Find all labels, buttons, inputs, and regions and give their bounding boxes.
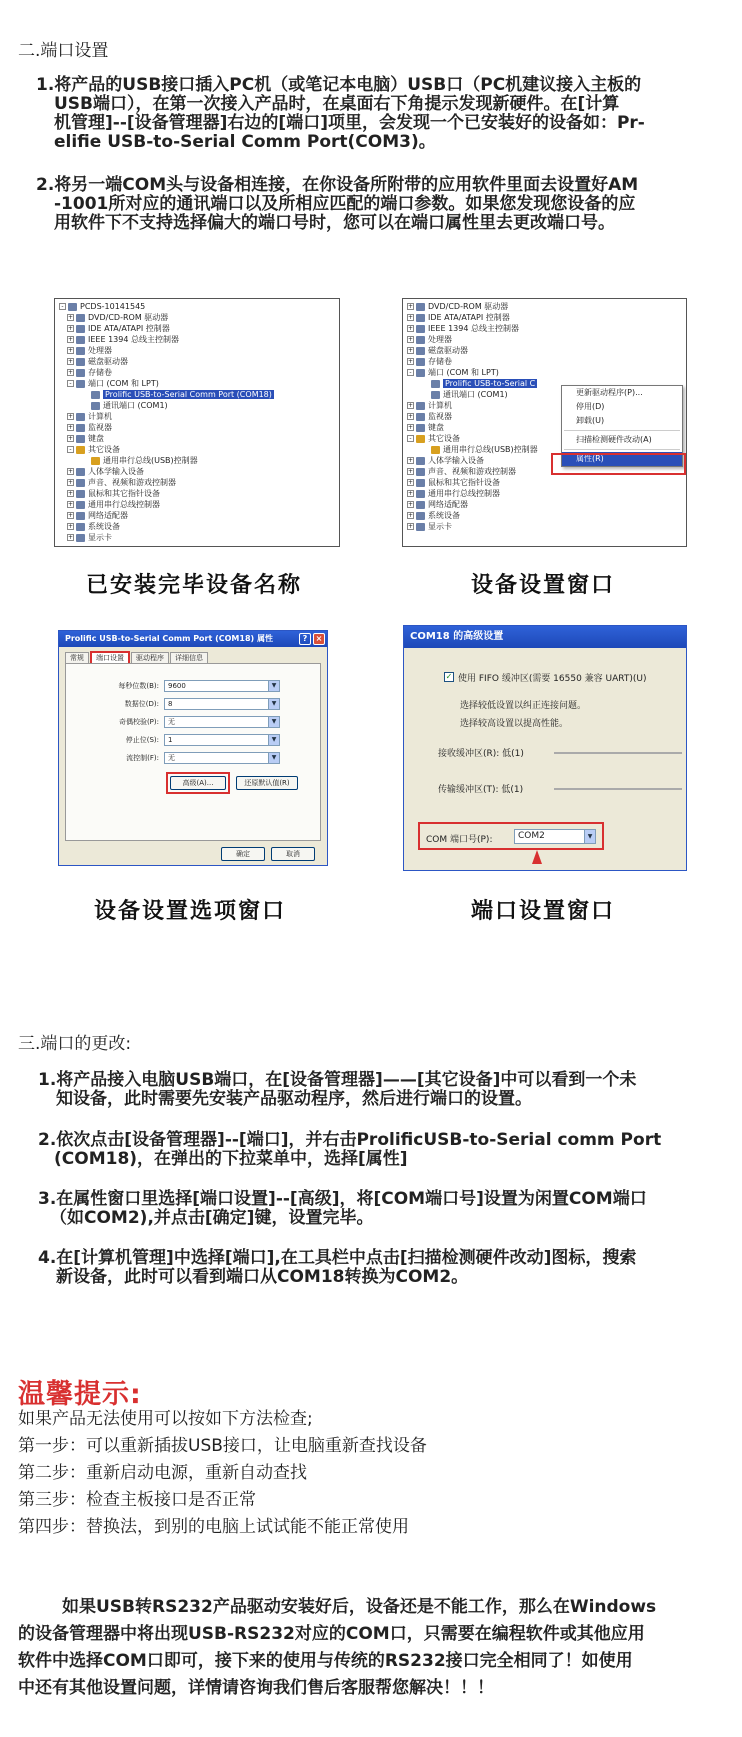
usb-icon — [91, 457, 100, 465]
tree-item: 通讯端口 (COM1) — [431, 389, 508, 400]
dialog-titlebar — [59, 631, 327, 647]
change-step-line: (COM18)，在弹出的下拉菜单中，选择[属性] — [54, 1149, 408, 1169]
menu-separator — [564, 449, 680, 450]
stop-bits-select[interactable]: 1 ▼ — [164, 734, 280, 746]
system-icon — [76, 523, 85, 531]
advanced-button[interactable]: 高级(A)... — [170, 776, 226, 790]
tree-item: + 系统设备 — [68, 522, 120, 531]
closing-line: 中还有其他设置问题，详情请咨询我们售后客服帮您解决！！！ — [18, 1678, 494, 1698]
mouse-icon — [76, 490, 85, 498]
disk-icon — [416, 347, 425, 355]
com-port-select[interactable]: COM2 ▼ — [514, 829, 596, 844]
section-title-port-settings: 二.端口设置 — [18, 41, 109, 61]
tree-item: + 存储卷 — [408, 357, 452, 366]
port-icon — [431, 391, 440, 399]
tip-line: 第三步：检查主板接口是否正常 — [18, 1490, 256, 1510]
tree-item: + 计算机 — [68, 412, 112, 421]
ok-button[interactable]: 确定 — [221, 847, 265, 861]
sound-icon — [416, 468, 425, 476]
tree-item: + DVD/CD-ROM 驱动器 — [408, 302, 509, 311]
tree-item-selected: Prolific USB-to-Serial Comm Port (COM18) — [91, 389, 274, 400]
tab-port-settings[interactable]: 端口设置 — [90, 651, 130, 663]
dialog-title: COM18 的高级设置 — [410, 631, 504, 642]
tab-general[interactable]: 常规 — [65, 652, 89, 664]
computer-icon — [76, 413, 85, 421]
tree-item: + 系统设备 — [408, 511, 460, 520]
disk-icon — [76, 358, 85, 366]
caption-device-options: 设备设置选项窗口 — [94, 899, 287, 924]
port-icon — [416, 369, 425, 377]
tab-bar — [65, 651, 209, 663]
tip-line: 第二步：重新启动电源，重新自动查找 — [18, 1463, 307, 1483]
tree-item: + 监视器 — [408, 412, 452, 421]
computer-icon — [68, 303, 77, 311]
keyboard-icon — [416, 424, 425, 432]
input-icon — [76, 468, 85, 476]
restore-defaults-button[interactable]: 还原默认值(R) — [236, 776, 298, 790]
sound-icon — [76, 479, 85, 487]
dialog-title: Prolific USB-to-Serial Comm Port (COM18) 属性 — [65, 634, 273, 643]
controller-icon — [76, 336, 85, 344]
tree-item: + 计算机 — [408, 401, 452, 410]
menu-separator — [564, 430, 680, 431]
tree-item: - 其它设备 — [67, 444, 120, 455]
tree-item: + 存储卷 — [68, 368, 112, 377]
chevron-down-icon: ▼ — [268, 735, 279, 745]
step-2-line: 2.将另一端COM头与设备相连接，在你设备所附带的应用软件里面去设置好AM — [36, 175, 639, 195]
chevron-down-icon: ▼ — [268, 681, 279, 691]
tips-title: 温馨提示: — [18, 1379, 142, 1410]
controller-icon — [416, 314, 425, 322]
flow-control-select[interactable]: 无 ▼ — [164, 752, 280, 764]
volume-icon — [416, 358, 425, 366]
caption-installed-device: 已安装完毕设备名称 — [86, 573, 303, 598]
system-icon — [416, 512, 425, 520]
caption-port-settings: 端口设置窗口 — [471, 899, 616, 924]
rx-buffer-label: 接收缓冲区(R): 低(1) — [438, 749, 524, 759]
tree-item: + 监视器 — [68, 423, 112, 432]
tree-item: + 显示卡 — [68, 533, 112, 542]
dvd-icon — [416, 303, 425, 311]
change-step-3 — [38, 1190, 738, 1228]
tree-root: - PCDS-10141545 — [59, 301, 145, 312]
tree-item: + 网络适配器 — [68, 511, 128, 520]
mouse-icon — [416, 479, 425, 487]
cpu-icon — [76, 347, 85, 355]
tree-item: + 磁盘驱动器 — [68, 357, 128, 366]
bits-per-second-select[interactable]: 9600 ▼ — [164, 680, 280, 692]
chevron-down-icon: ▼ — [268, 717, 279, 727]
menu-update-driver[interactable]: 更新驱动程序(P)... — [576, 388, 643, 397]
menu-scan-hardware[interactable]: 扫描检测硬件改动(A) — [576, 435, 652, 444]
chevron-down-icon: ▼ — [584, 830, 595, 843]
tree-item: 通用串行总线(USB)控制器 — [91, 455, 198, 466]
change-step-line: 新设备，此时可以看到端口从COM18转换为COM2。 — [56, 1267, 469, 1287]
tree-item: + IDE ATA/ATAPI 控制器 — [408, 313, 510, 322]
tab-panel — [65, 663, 321, 841]
closing-line: 软件中选择COM口即可，接下来的使用与传统的RS232接口完全相同了！如使用 — [18, 1651, 633, 1671]
chevron-down-icon: ▼ — [268, 699, 279, 709]
close-icon[interactable]: × — [313, 633, 325, 645]
tree-item: - 端口 (COM 和 LPT) — [67, 378, 159, 389]
dialog-titlebar — [404, 626, 686, 648]
tree-item: + 网络适配器 — [408, 500, 468, 509]
tree-item: + 处理器 — [68, 346, 112, 355]
port-icon — [91, 402, 100, 410]
step-1-paragraph — [36, 76, 736, 152]
usb-icon — [416, 490, 425, 498]
closing-paragraph — [18, 1594, 738, 1702]
help-icon[interactable]: ? — [299, 633, 311, 645]
menu-properties[interactable]: 属性(R) — [562, 452, 682, 466]
port-icon — [76, 380, 85, 388]
controller-icon — [416, 325, 425, 333]
question-icon — [76, 446, 85, 454]
tree-item: + 人体学输入设备 — [68, 467, 144, 476]
change-step-1 — [38, 1071, 738, 1109]
tree-item-selected: Prolific USB-to-Serial C — [431, 378, 537, 389]
tree-item: 通讯端口 (COM1) — [91, 400, 168, 411]
tree-item: + 键盘 — [68, 434, 104, 443]
field-label: 数据位(D): — [124, 700, 159, 708]
monitor-icon — [76, 424, 85, 432]
tree-item: - 其它设备 — [407, 433, 460, 444]
port-icon — [91, 391, 100, 399]
cpu-icon — [416, 336, 425, 344]
menu-disable[interactable]: 停用(D) — [576, 402, 605, 411]
section-title-port-change: 三.端口的更改: — [18, 1034, 132, 1054]
tree-item: + IDE ATA/ATAPI 控制器 — [68, 324, 170, 333]
network-icon — [416, 501, 425, 509]
closing-line: 的设备管理器中将出现USB-RS232对应的COM口，只需要在编程软件或其他应用 — [18, 1624, 645, 1644]
tree-item: + 声音、视频和游戏控制器 — [68, 478, 176, 487]
tip-line: 第一步：可以重新插拔USB接口，让电脑重新查找设备 — [18, 1436, 427, 1456]
input-icon — [416, 457, 425, 465]
closing-line: 如果USB转RS232产品驱动安装好后，设备还是不能工作，那么在Windows — [62, 1597, 657, 1617]
display-icon — [416, 523, 425, 531]
display-icon — [76, 534, 85, 542]
tree-item: + 处理器 — [408, 335, 452, 344]
field-label: 每秒位数(B): — [118, 682, 159, 690]
parity-select[interactable]: 无 ▼ — [164, 716, 280, 728]
highlight-box — [418, 822, 604, 850]
question-icon — [416, 435, 425, 443]
tab-driver[interactable]: 驱动程序 — [131, 652, 169, 664]
tree-item: + 通用串行总线控制器 — [408, 489, 500, 498]
change-step-line: 4.在[计算机管理]中选择[端口],在工具栏中点击[扫描检测硬件改动]图标，搜索 — [38, 1248, 637, 1268]
tree-item: + 通用串行总线控制器 — [68, 500, 160, 509]
step-1-line: 1.将产品的USB接口插入PC机（或笔记本电脑）USB口（PC机建议接入主板的 — [36, 75, 642, 95]
dvd-icon — [76, 314, 85, 322]
change-step-4 — [38, 1249, 738, 1287]
tip-line: 如果产品无法使用可以按如下方法检查; — [18, 1409, 313, 1429]
device-manager-screenshot-installed — [54, 298, 340, 547]
change-step-2 — [38, 1131, 738, 1169]
field-label: 流控制(F): — [126, 754, 159, 762]
tab-details[interactable]: 详细信息 — [170, 652, 208, 664]
tree-item: + 人体学输入设备 — [408, 456, 484, 465]
caption-device-settings: 设备设置窗口 — [471, 573, 616, 598]
hint-lower-setting: 选择较低设置以纠正连接问题。 — [460, 701, 587, 711]
highlight-box — [551, 453, 686, 475]
step-1-line: elifie USB-to-Serial Comm Port(COM3)。 — [54, 132, 436, 152]
step-1-line: 机管理]--[设备管理器]右边的[端口]项里，会发现一个已安装好的设备如：Pr- — [54, 113, 645, 133]
step-2-paragraph — [36, 176, 736, 233]
change-step-line: 知设备，此时需要先安装产品驱动程序，然后进行端口的设置。 — [56, 1089, 532, 1109]
step-1-line: USB端口），在第一次接入产品时，在桌面右下角提示发现新硬件。在[计算 — [54, 94, 620, 114]
tree-item: 通用串行总线(USB)控制器 — [431, 444, 538, 455]
field-label: 奇偶校验(P): — [118, 718, 159, 726]
usb-icon — [76, 501, 85, 509]
port-icon — [431, 380, 440, 388]
usb-icon — [431, 446, 440, 454]
advanced-settings-screenshot — [403, 625, 687, 871]
monitor-icon — [416, 413, 425, 421]
tree-item: + IEEE 1394 总线主控制器 — [408, 324, 519, 333]
arrow-icon — [532, 850, 542, 864]
network-icon — [76, 512, 85, 520]
field-label: 停止位(S): — [125, 736, 159, 744]
tree-item: + DVD/CD-ROM 驱动器 — [68, 313, 169, 322]
tip-line: 第四步：替换法，到别的电脑上试试能不能正常使用 — [18, 1517, 409, 1537]
tx-buffer-label: 传输缓冲区(T): 低(1) — [438, 785, 524, 795]
computer-icon — [416, 402, 425, 410]
tree-item: + IEEE 1394 总线主控制器 — [68, 335, 179, 344]
change-step-line: （如COM2),并点击[确定]键，设置完毕。 — [50, 1208, 374, 1228]
step-2-line: -1001所对应的通讯端口以及所相应匹配的端口参数。如果您发现您设备的应 — [54, 194, 636, 214]
tree-item: + 鼠标和其它指针设备 — [408, 478, 500, 487]
tree-item: + 磁盘驱动器 — [408, 346, 468, 355]
tree-item: + 声音、视频和游戏控制器 — [408, 467, 516, 476]
com-port-label: COM 端口号(P): — [426, 835, 493, 845]
data-bits-select[interactable]: 8 ▼ — [164, 698, 280, 710]
step-2-line: 用软件下不支持选择偏大的端口号时，您可以在端口属性里去更改端口号。 — [54, 213, 615, 233]
keyboard-icon — [76, 435, 85, 443]
cancel-button[interactable]: 取消 — [271, 847, 315, 861]
tree-item: - 端口 (COM 和 LPT) — [407, 367, 499, 378]
change-step-line: 2.依次点击[设备管理器]--[端口]，并右击ProlificUSB-to-Serial comm Port — [38, 1130, 662, 1150]
controller-icon — [76, 325, 85, 333]
chevron-down-icon: ▼ — [268, 753, 279, 763]
tree-item: + 鼠标和其它指针设备 — [68, 489, 160, 498]
tx-buffer-slider[interactable] — [554, 788, 682, 790]
highlight-box — [166, 772, 230, 794]
rx-buffer-slider[interactable] — [554, 752, 682, 754]
menu-uninstall[interactable]: 卸载(U) — [576, 416, 605, 425]
fifo-checkbox[interactable]: ✓ — [445, 672, 453, 681]
hint-higher-setting: 选择较高设置以提高性能。 — [460, 719, 569, 729]
tree-item: + 键盘 — [408, 423, 444, 432]
properties-dialog-screenshot — [58, 630, 328, 866]
device-manager-screenshot-menu — [402, 298, 687, 547]
volume-icon — [76, 369, 85, 377]
change-step-line: 1.将产品接入电脑USB端口，在[设备管理器]——[其它设备]中可以看到一个未 — [38, 1070, 637, 1090]
fifo-label: 使用 FIFO 缓冲区(需要 16550 兼容 UART)(U) — [458, 674, 647, 684]
tree-item: + 显示卡 — [408, 522, 452, 531]
change-step-line: 3.在属性窗口里选择[端口设置]--[高级]，将[COM端口号]设置为闲置COM端口 — [38, 1189, 647, 1209]
